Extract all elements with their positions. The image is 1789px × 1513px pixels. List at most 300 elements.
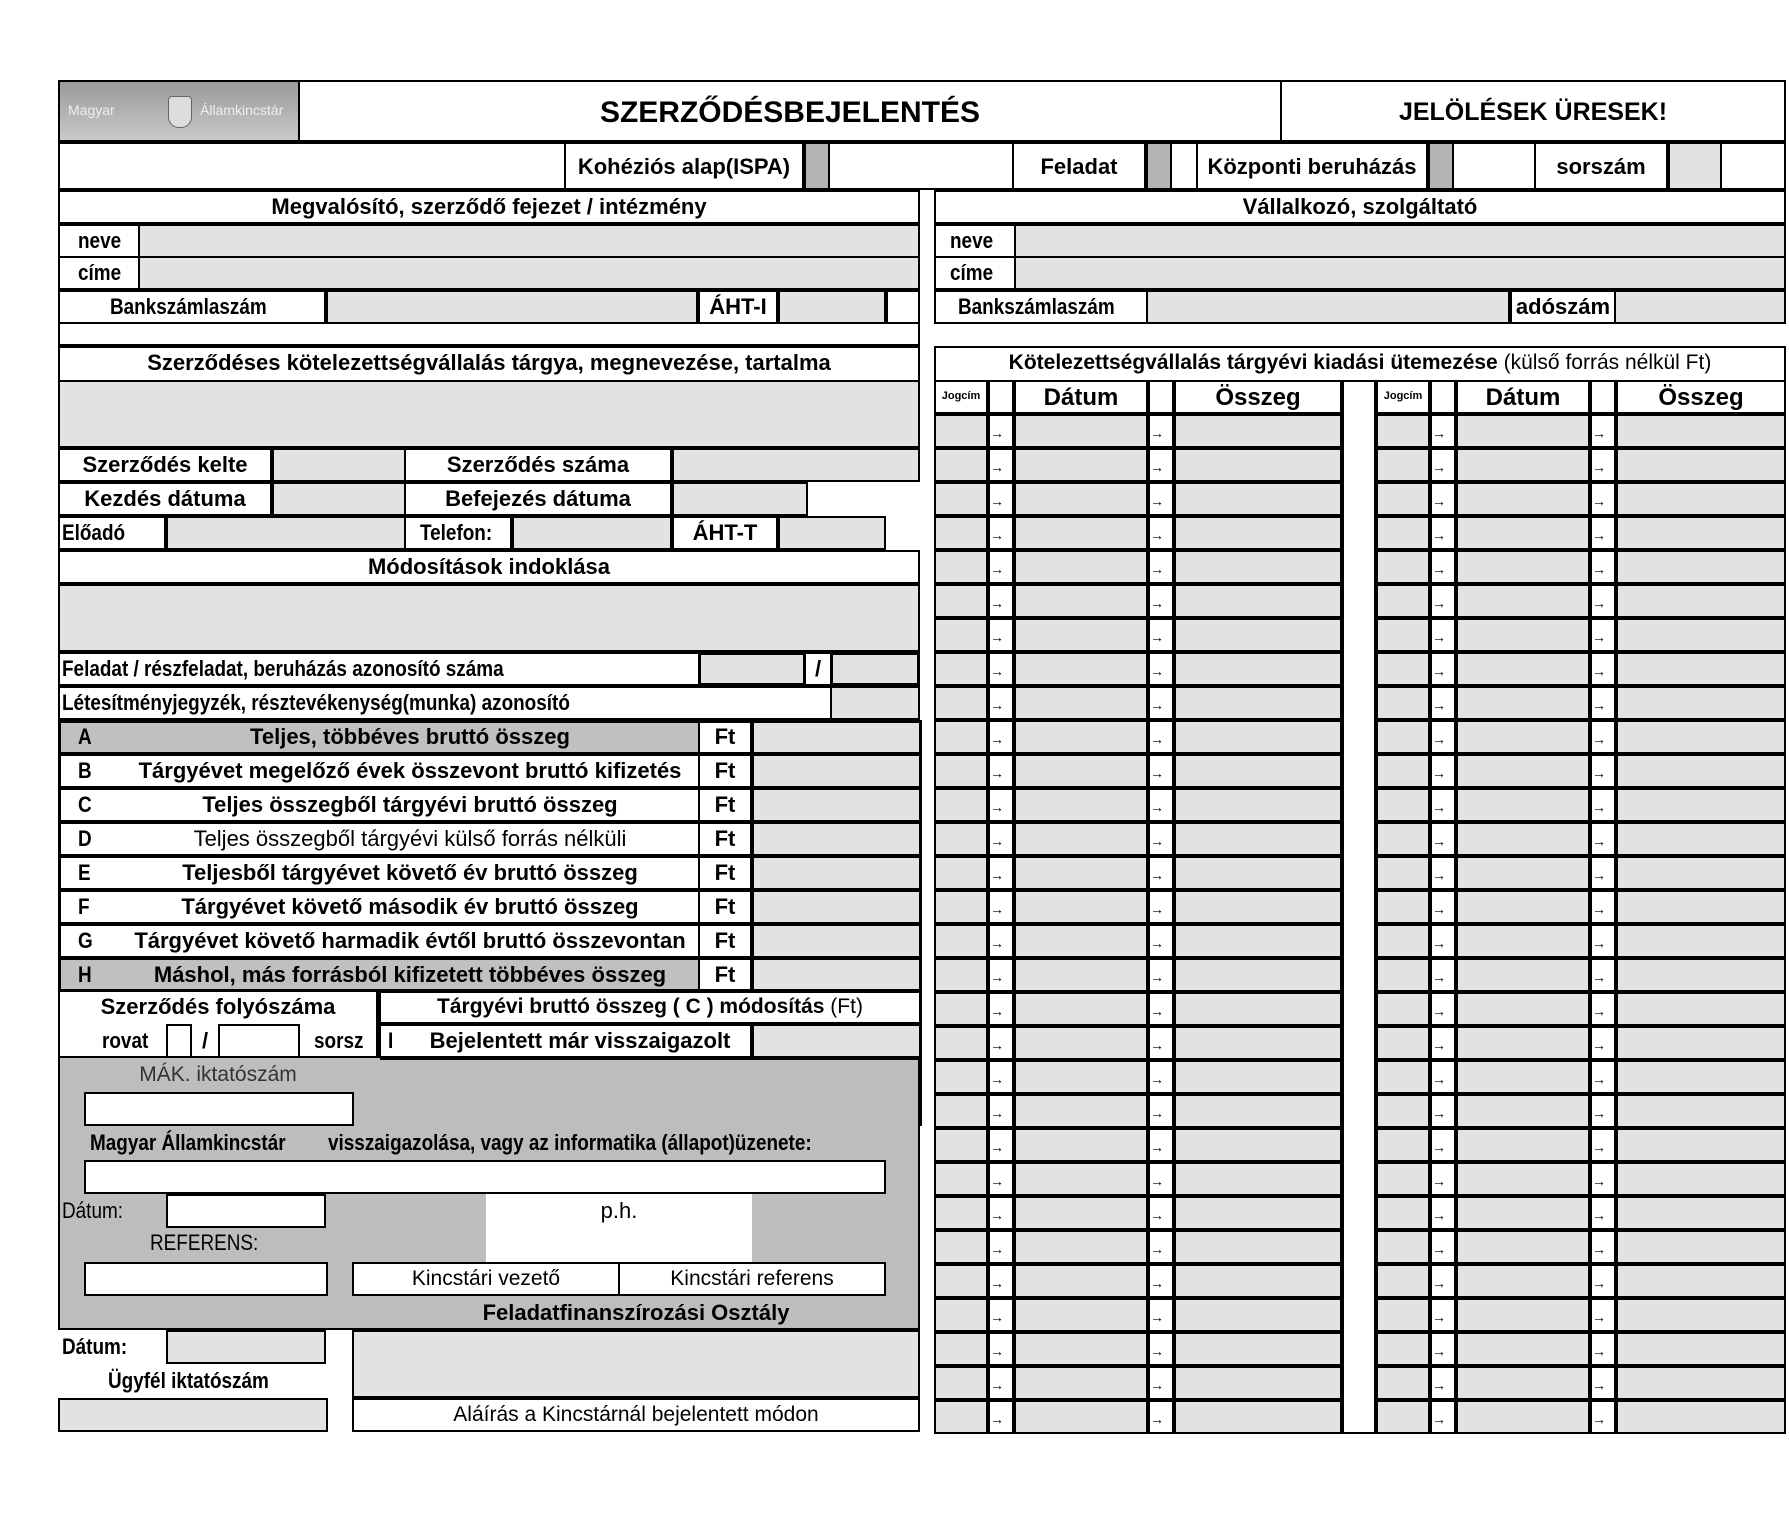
schedule-datum-field[interactable] bbox=[1014, 1060, 1148, 1094]
schedule-datum-field[interactable] bbox=[1014, 754, 1148, 788]
right-name-field[interactable] bbox=[1014, 224, 1786, 258]
kincstar-datum-field[interactable] bbox=[166, 1194, 326, 1228]
kozponti-checkbox[interactable] bbox=[1428, 142, 1454, 190]
schedule-jogcim-field[interactable] bbox=[934, 890, 988, 924]
schedule-osszeg-field[interactable] bbox=[1616, 618, 1786, 652]
subject-field[interactable] bbox=[58, 380, 920, 448]
schedule-jogcim-field[interactable] bbox=[1376, 584, 1430, 618]
schedule-jogcim-field[interactable] bbox=[934, 856, 988, 890]
schedule-datum-field[interactable] bbox=[1456, 516, 1590, 550]
schedule-datum-field[interactable] bbox=[1456, 1026, 1590, 1060]
schedule-jogcim-field[interactable] bbox=[934, 822, 988, 856]
schedule-jogcim-field[interactable] bbox=[1376, 448, 1430, 482]
schedule-osszeg-field[interactable] bbox=[1616, 992, 1786, 1026]
arrow-icon: → bbox=[1432, 935, 1446, 951]
schedule-jogcim-field[interactable] bbox=[934, 754, 988, 788]
schedule-osszeg-field[interactable] bbox=[1174, 1298, 1342, 1332]
schedule-datum-field[interactable] bbox=[1014, 550, 1148, 584]
schedule-datum-field[interactable] bbox=[1014, 1026, 1148, 1060]
right-bank-label: Bankszámlaszám bbox=[958, 294, 1115, 319]
schedule-jogcim-field[interactable] bbox=[934, 1332, 988, 1366]
schedule-osszeg-field[interactable] bbox=[1174, 754, 1342, 788]
schedule-jogcim-field[interactable] bbox=[1376, 686, 1430, 720]
arrow-icon: → bbox=[1150, 731, 1164, 747]
schedule-osszeg-field[interactable] bbox=[1174, 1196, 1342, 1230]
arrow-icon: → bbox=[1592, 425, 1606, 441]
schedule-osszeg-field[interactable] bbox=[1174, 992, 1342, 1026]
schedule-osszeg-field[interactable] bbox=[1616, 754, 1786, 788]
arrow-icon: → bbox=[1150, 1411, 1164, 1427]
schedule-datum-field[interactable] bbox=[1014, 618, 1148, 652]
schedule-jogcim-field[interactable] bbox=[934, 924, 988, 958]
schedule-osszeg-field[interactable] bbox=[1616, 414, 1786, 448]
arrow-icon: → bbox=[990, 731, 1004, 747]
schedule-osszeg-field[interactable] bbox=[1174, 1332, 1342, 1366]
arrow-icon: → bbox=[1592, 459, 1606, 475]
schedule-jogcim-field[interactable] bbox=[934, 652, 988, 686]
schedule-jogcim-field[interactable] bbox=[934, 1026, 988, 1060]
schedule-jogcim-field[interactable] bbox=[934, 550, 988, 584]
schedule-osszeg-field[interactable] bbox=[1616, 890, 1786, 924]
schedule-jogcim-field[interactable] bbox=[1376, 1366, 1430, 1400]
schedule-datum-field[interactable] bbox=[1456, 1162, 1590, 1196]
schedule-datum-field[interactable] bbox=[1456, 482, 1590, 516]
kozponti-label: Központi beruházás bbox=[1207, 154, 1417, 179]
schedule-datum-field[interactable] bbox=[1456, 1298, 1590, 1332]
arrow-icon: → bbox=[990, 425, 1004, 441]
schedule-datum-field[interactable] bbox=[1014, 1400, 1148, 1434]
schedule-jogcim-field[interactable] bbox=[1376, 754, 1430, 788]
schedule-osszeg-field[interactable] bbox=[1616, 1026, 1786, 1060]
schedule-jogcim-field[interactable] bbox=[934, 720, 988, 754]
message-field[interactable] bbox=[84, 1160, 886, 1194]
schedule-datum-field[interactable] bbox=[1456, 754, 1590, 788]
arrow-icon: → bbox=[1432, 595, 1446, 611]
schedule-datum-field[interactable] bbox=[1456, 1366, 1590, 1400]
schedule-jogcim-field[interactable] bbox=[934, 1264, 988, 1298]
right-address-field[interactable] bbox=[1014, 256, 1786, 290]
schedule-datum-field[interactable] bbox=[1014, 788, 1148, 822]
arrow-icon: → bbox=[990, 697, 1004, 713]
schedule-datum-field[interactable] bbox=[1456, 550, 1590, 584]
schedule-osszeg-field[interactable] bbox=[1616, 1298, 1786, 1332]
schedule-osszeg-field[interactable] bbox=[1616, 584, 1786, 618]
schedule-datum-field[interactable] bbox=[1456, 890, 1590, 924]
schedule-osszeg-field[interactable] bbox=[1616, 1264, 1786, 1298]
schedule-jogcim-field[interactable] bbox=[1376, 516, 1430, 550]
schedule-datum-field[interactable] bbox=[1014, 584, 1148, 618]
schedule-jogcim-field[interactable] bbox=[934, 482, 988, 516]
schedule-jogcim-field[interactable] bbox=[934, 618, 988, 652]
schedule-datum-field[interactable] bbox=[1014, 1332, 1148, 1366]
schedule-osszeg-field[interactable] bbox=[1616, 1230, 1786, 1264]
schedule-jogcim-field[interactable] bbox=[934, 1366, 988, 1400]
schedule-datum-field[interactable] bbox=[1014, 1094, 1148, 1128]
feladat-checkbox[interactable] bbox=[1146, 142, 1172, 190]
schedule-jogcim-field[interactable] bbox=[934, 1196, 988, 1230]
schedule-jogcim-field[interactable] bbox=[1376, 924, 1430, 958]
arrow-icon: → bbox=[1150, 527, 1164, 543]
telefon-field[interactable] bbox=[512, 516, 672, 550]
schedule-osszeg-field[interactable] bbox=[1174, 516, 1342, 550]
schedule-osszeg-field[interactable] bbox=[1174, 448, 1342, 482]
schedule-osszeg-field[interactable] bbox=[1616, 652, 1786, 686]
schedule-datum-field[interactable] bbox=[1456, 414, 1590, 448]
schedule-osszeg-field[interactable] bbox=[1174, 1264, 1342, 1298]
schedule-osszeg-field[interactable] bbox=[1616, 550, 1786, 584]
arrow-icon: → bbox=[990, 1207, 1004, 1223]
schedule-datum-field[interactable] bbox=[1456, 788, 1590, 822]
schedule-jogcim-field[interactable] bbox=[1376, 1094, 1430, 1128]
schedule-osszeg-field[interactable] bbox=[1174, 1128, 1342, 1162]
arrow-icon: → bbox=[1150, 969, 1164, 985]
schedule-osszeg-field[interactable] bbox=[1174, 822, 1342, 856]
schedule-datum-field[interactable] bbox=[1456, 856, 1590, 890]
arrow-icon: → bbox=[1432, 731, 1446, 747]
schedule-datum-field[interactable] bbox=[1014, 856, 1148, 890]
schedule-osszeg-field[interactable] bbox=[1616, 1128, 1786, 1162]
schedule-jogcim-field[interactable] bbox=[934, 414, 988, 448]
schedule-osszeg-field[interactable] bbox=[1174, 550, 1342, 584]
adoszam-field[interactable] bbox=[1614, 290, 1786, 324]
arrow-icon: → bbox=[1432, 1275, 1446, 1291]
befejezes-field[interactable] bbox=[672, 482, 808, 516]
subject-heading: Szerződéses kötelezettségvállalás tárgya, megnevezése, tartalma bbox=[147, 350, 831, 375]
schedule-jogcim-field[interactable] bbox=[934, 1298, 988, 1332]
arrow-icon: → bbox=[1432, 425, 1446, 441]
arrow-icon: → bbox=[990, 867, 1004, 883]
schedule-jogcim-field[interactable] bbox=[934, 1400, 988, 1434]
arrow-icon: → bbox=[990, 1241, 1004, 1257]
schedule-datum-field[interactable] bbox=[1456, 652, 1590, 686]
schedule-datum-field[interactable] bbox=[1014, 1230, 1148, 1264]
schedule-osszeg-field[interactable] bbox=[1174, 924, 1342, 958]
schedule-datum-field[interactable] bbox=[1014, 482, 1148, 516]
signature-label: Aláírás a Kincstárnál bejelentett módon bbox=[453, 1403, 819, 1426]
kelte-label: Szerződés kelte bbox=[82, 452, 248, 477]
feladat-azon-field-1[interactable] bbox=[698, 652, 806, 686]
schedule-osszeg-field[interactable] bbox=[1616, 1332, 1786, 1366]
logo bbox=[58, 80, 300, 142]
feladat-azon-label: Feladat / részfeladat, beruházás azonosító száma bbox=[62, 656, 504, 681]
schedule-datum-field[interactable] bbox=[1456, 1196, 1590, 1230]
kreferens-label: Kincstári referens bbox=[670, 1267, 834, 1290]
modositas-label: Bejelentett már visszaigazolt bbox=[429, 1028, 731, 1053]
sorszam-field[interactable] bbox=[1668, 142, 1722, 190]
schedule-jogcim-field[interactable] bbox=[1376, 550, 1430, 584]
schedule-datum-field[interactable] bbox=[1014, 448, 1148, 482]
schedule-osszeg-field[interactable] bbox=[1174, 720, 1342, 754]
schedule-datum-field[interactable] bbox=[1014, 720, 1148, 754]
schedule-osszeg-field[interactable] bbox=[1616, 924, 1786, 958]
szama-label: Szerződés száma bbox=[446, 452, 630, 477]
schedule-jogcim-field[interactable] bbox=[1376, 1026, 1430, 1060]
schedule-jogcim-field[interactable] bbox=[1376, 1264, 1430, 1298]
arrow-icon: → bbox=[1150, 663, 1164, 679]
amount-unit: Ft bbox=[714, 792, 736, 817]
arrow-icon: → bbox=[1150, 425, 1164, 441]
arrow-icon: → bbox=[1592, 901, 1606, 917]
schedule-jogcim-field[interactable] bbox=[1376, 890, 1430, 924]
schedule-osszeg-field[interactable] bbox=[1616, 448, 1786, 482]
schedule-datum-field[interactable] bbox=[1014, 1366, 1148, 1400]
schedule-jogcim-field[interactable] bbox=[934, 584, 988, 618]
arrow-icon: → bbox=[1432, 765, 1446, 781]
schedule-osszeg-field[interactable] bbox=[1174, 1366, 1342, 1400]
schedule-osszeg-field[interactable] bbox=[1616, 788, 1786, 822]
schedule-jogcim-field[interactable] bbox=[934, 1128, 988, 1162]
arrow-icon: → bbox=[1150, 1309, 1164, 1325]
arrow-icon: → bbox=[1432, 799, 1446, 815]
schedule-osszeg-field[interactable] bbox=[1616, 856, 1786, 890]
schedule-jogcim-field[interactable] bbox=[934, 448, 988, 482]
modositas-letter: I bbox=[388, 1028, 394, 1053]
top-row bbox=[58, 142, 1786, 190]
schedule-osszeg-field[interactable] bbox=[1174, 958, 1342, 992]
schedule-datum-field[interactable] bbox=[1456, 1230, 1590, 1264]
schedule-osszeg-field[interactable] bbox=[1174, 1094, 1342, 1128]
schedule-jogcim-field[interactable] bbox=[1376, 958, 1430, 992]
schedule-datum-field[interactable] bbox=[1014, 992, 1148, 1026]
arrow-icon: → bbox=[990, 629, 1004, 645]
modositas-heading-bold: Tárgyévi bruttó összeg ( C ) módosítás bbox=[437, 995, 825, 1018]
schedule-jogcim-field[interactable] bbox=[934, 1060, 988, 1094]
schedule-osszeg-field[interactable] bbox=[1174, 414, 1342, 448]
schedule-datum-field[interactable] bbox=[1456, 1060, 1590, 1094]
schedule-datum-field[interactable] bbox=[1456, 822, 1590, 856]
schedule-arrow-header-cell bbox=[1590, 380, 1616, 414]
kelte-field[interactable] bbox=[272, 448, 406, 482]
schedule-osszeg-field[interactable] bbox=[1174, 1026, 1342, 1060]
arrow-icon: → bbox=[1432, 901, 1446, 917]
schedule-osszeg-field[interactable] bbox=[1616, 822, 1786, 856]
arrow-icon: → bbox=[1432, 1037, 1446, 1053]
schedule-jogcim-field[interactable] bbox=[1376, 1400, 1430, 1434]
schedule-osszeg-field[interactable] bbox=[1174, 856, 1342, 890]
schedule-datum-field[interactable] bbox=[1014, 1128, 1148, 1162]
schedule-datum-field[interactable] bbox=[1456, 924, 1590, 958]
left-bank-field[interactable] bbox=[326, 290, 698, 324]
schedule-jogcim-field[interactable] bbox=[934, 1094, 988, 1128]
amount-unit: Ft bbox=[714, 826, 736, 851]
schedule-jogcim-field[interactable] bbox=[1376, 1298, 1430, 1332]
schedule-datum-field[interactable] bbox=[1014, 1162, 1148, 1196]
schedule-datum-field[interactable] bbox=[1014, 822, 1148, 856]
schedule-jogcim-field[interactable] bbox=[1376, 1196, 1430, 1230]
schedule-osszeg-field[interactable] bbox=[1616, 482, 1786, 516]
eloado-field[interactable] bbox=[166, 516, 406, 550]
schedule-datum-field[interactable] bbox=[1014, 924, 1148, 958]
schedule-jogcim-field[interactable] bbox=[1376, 822, 1430, 856]
arrow-icon: → bbox=[1150, 867, 1164, 883]
arrow-icon: → bbox=[1592, 697, 1606, 713]
schedule-datum-field[interactable] bbox=[1456, 618, 1590, 652]
schedule-datum-field[interactable] bbox=[1014, 958, 1148, 992]
schedule-arrow-header-cell bbox=[1430, 380, 1456, 414]
schedule-datum-field[interactable] bbox=[1014, 414, 1148, 448]
schedule-osszeg-field[interactable] bbox=[1174, 788, 1342, 822]
schedule-osszeg-field[interactable] bbox=[1616, 516, 1786, 550]
right-bank-field[interactable] bbox=[1146, 290, 1510, 324]
kezdes-field[interactable] bbox=[272, 482, 406, 516]
kohezios-checkbox[interactable] bbox=[804, 142, 830, 190]
schedule-osszeg-field[interactable] bbox=[1174, 1060, 1342, 1094]
arrow-icon: → bbox=[1150, 1003, 1164, 1019]
right-party-heading: Vállalkozó, szolgáltató bbox=[1242, 194, 1478, 219]
arrow-icon: → bbox=[1150, 1071, 1164, 1087]
arrow-icon: → bbox=[1150, 493, 1164, 509]
schedule-datum-field[interactable] bbox=[1456, 1094, 1590, 1128]
schedule-jogcim-field[interactable] bbox=[934, 788, 988, 822]
schedule-datum-field[interactable] bbox=[1014, 1264, 1148, 1298]
aht-i-field[interactable] bbox=[778, 290, 886, 324]
schedule-datum-field[interactable] bbox=[1014, 1196, 1148, 1230]
schedule-datum-field[interactable] bbox=[1014, 686, 1148, 720]
schedule-osszeg-field[interactable] bbox=[1174, 686, 1342, 720]
schedule-osszeg-field[interactable] bbox=[1616, 686, 1786, 720]
modositas-heading-unit: (Ft) bbox=[830, 995, 863, 1018]
schedule-jogcim-field[interactable] bbox=[1376, 992, 1430, 1026]
arrow-icon: → bbox=[1432, 459, 1446, 475]
schedule-datum-field[interactable] bbox=[1014, 516, 1148, 550]
schedule-datum-field[interactable] bbox=[1456, 686, 1590, 720]
arrow-icon: → bbox=[990, 1105, 1004, 1121]
referens-field[interactable] bbox=[84, 1262, 328, 1296]
schedule-datum-field[interactable] bbox=[1456, 448, 1590, 482]
sorsz-field[interactable] bbox=[218, 1024, 300, 1058]
vezeto-label: Kincstári vezető bbox=[411, 1267, 561, 1290]
right-cime-label: címe bbox=[950, 260, 994, 285]
schedule-jogcim-field[interactable] bbox=[934, 1162, 988, 1196]
schedule-jogcim-field[interactable] bbox=[934, 992, 988, 1026]
adoszam-label: adószám bbox=[1515, 294, 1611, 319]
logo-text-left: Magyar bbox=[68, 102, 115, 118]
arrow-icon: → bbox=[1592, 629, 1606, 645]
signature-field[interactable] bbox=[352, 1330, 920, 1398]
schedule-jogcim-field[interactable] bbox=[1376, 1230, 1430, 1264]
schedule-datum-field[interactable] bbox=[1014, 1298, 1148, 1332]
schedule-osszeg-field[interactable] bbox=[1174, 890, 1342, 924]
schedule-osszeg-field[interactable] bbox=[1616, 1060, 1786, 1094]
arrow-icon: → bbox=[1432, 1343, 1446, 1359]
arrow-icon: → bbox=[990, 1343, 1004, 1359]
coat-of-arms-icon bbox=[168, 96, 192, 128]
schedule-osszeg-field[interactable] bbox=[1174, 584, 1342, 618]
schedule-datum-field[interactable] bbox=[1456, 1400, 1590, 1434]
modositasok-field[interactable] bbox=[58, 584, 920, 652]
schedule-jogcim-field[interactable] bbox=[1376, 652, 1430, 686]
schedule-osszeg-field[interactable] bbox=[1174, 652, 1342, 686]
client-datum-field[interactable] bbox=[166, 1330, 326, 1364]
schedule-osszeg-field[interactable] bbox=[1174, 482, 1342, 516]
schedule-jogcim-field[interactable] bbox=[934, 686, 988, 720]
amount-label: Tárgyévet megelőző évek összevont bruttó kifizetés bbox=[138, 758, 682, 783]
schedule-osszeg-field[interactable] bbox=[1616, 958, 1786, 992]
schedule-jogcim-field[interactable] bbox=[1376, 414, 1430, 448]
schedule-datum-field[interactable] bbox=[1014, 890, 1148, 924]
right-neve-label: neve bbox=[950, 228, 994, 253]
left-address-field[interactable] bbox=[138, 256, 920, 290]
left-name-field[interactable] bbox=[138, 224, 920, 258]
arrow-icon: → bbox=[990, 527, 1004, 543]
client-datum-label: Dátum: bbox=[62, 1334, 128, 1359]
arrow-icon: → bbox=[1432, 629, 1446, 645]
client-iktatoszam-field[interactable] bbox=[58, 1398, 328, 1432]
schedule-datum-field[interactable] bbox=[1456, 584, 1590, 618]
amount-letter: D bbox=[78, 826, 92, 851]
schedule-osszeg-field[interactable] bbox=[1616, 1366, 1786, 1400]
schedule-datum-field[interactable] bbox=[1014, 652, 1148, 686]
schedule-jogcim-field[interactable] bbox=[1376, 1060, 1430, 1094]
schedule-jogcim-field[interactable] bbox=[934, 1230, 988, 1264]
amount-label: Tárgyévet követő második év bruttó összeg bbox=[181, 894, 639, 919]
left-bank-label: Bankszámlaszám bbox=[110, 294, 267, 319]
schedule-osszeg-field[interactable] bbox=[1174, 1400, 1342, 1434]
aht-t-field[interactable] bbox=[778, 516, 886, 550]
szama-field[interactable] bbox=[672, 448, 920, 482]
schedule-heading-bold: Kötelezettségvállalás tárgyévi kiadási ütemezése bbox=[1008, 351, 1498, 374]
mak-label: MÁK. iktatószám bbox=[139, 1063, 297, 1086]
arrow-icon: → bbox=[1150, 901, 1164, 917]
schedule-datum-field[interactable] bbox=[1456, 1332, 1590, 1366]
schedule-jogcim-field[interactable] bbox=[1376, 482, 1430, 516]
schedule-datum-field[interactable] bbox=[1456, 1264, 1590, 1298]
schedule-osszeg-field[interactable] bbox=[1174, 618, 1342, 652]
schedule-osszeg-field[interactable] bbox=[1616, 1196, 1786, 1230]
schedule-osszeg-field[interactable] bbox=[1174, 1162, 1342, 1196]
amount-letter: B bbox=[78, 758, 92, 783]
schedule-jogcim-field[interactable] bbox=[1376, 788, 1430, 822]
arrow-icon: → bbox=[1432, 1173, 1446, 1189]
schedule-osszeg-field[interactable] bbox=[1174, 1230, 1342, 1264]
arrow-icon: → bbox=[1432, 969, 1446, 985]
schedule-jogcim-field[interactable] bbox=[1376, 1128, 1430, 1162]
schedule-datum-field[interactable] bbox=[1456, 958, 1590, 992]
rovat-field[interactable] bbox=[166, 1024, 192, 1058]
schedule-jogcim-field[interactable] bbox=[1376, 1162, 1430, 1196]
aht-i-label: ÁHT-I bbox=[709, 294, 767, 319]
arrow-icon: → bbox=[1150, 935, 1164, 951]
schedule-osszeg-field[interactable] bbox=[1616, 1400, 1786, 1434]
schedule-osszeg-field[interactable] bbox=[1616, 720, 1786, 754]
arrow-icon: → bbox=[1592, 969, 1606, 985]
arrow-icon: → bbox=[1432, 1003, 1446, 1019]
arrow-icon: → bbox=[1432, 1207, 1446, 1223]
mak-field[interactable] bbox=[84, 1092, 354, 1126]
amount-unit: Ft bbox=[714, 758, 736, 783]
schedule-jogcim-field[interactable] bbox=[1376, 1332, 1430, 1366]
schedule-jogcim-field[interactable] bbox=[934, 516, 988, 550]
schedule-datum-field[interactable] bbox=[1456, 720, 1590, 754]
schedule-datum-field[interactable] bbox=[1456, 992, 1590, 1026]
schedule-jogcim-field[interactable] bbox=[934, 958, 988, 992]
letesitmeny-field[interactable] bbox=[830, 686, 920, 720]
sorszam-label: sorszám bbox=[1556, 154, 1646, 179]
schedule-datum-field[interactable] bbox=[1456, 1128, 1590, 1162]
arrow-icon: → bbox=[1432, 1139, 1446, 1155]
feladat-azon-field-2[interactable] bbox=[830, 652, 920, 686]
schedule-jogcim-field[interactable] bbox=[1376, 618, 1430, 652]
arrow-icon: → bbox=[1592, 1275, 1606, 1291]
arrow-icon: → bbox=[1592, 1343, 1606, 1359]
schedule-jogcim-field[interactable] bbox=[1376, 720, 1430, 754]
schedule-jogcim-field[interactable] bbox=[1376, 856, 1430, 890]
schedule-osszeg-field[interactable] bbox=[1616, 1162, 1786, 1196]
befejezes-label: Befejezés dátuma bbox=[445, 486, 631, 511]
telefon-label: Telefon: bbox=[420, 520, 493, 545]
schedule-osszeg-field[interactable] bbox=[1616, 1094, 1786, 1128]
arrow-icon: → bbox=[1432, 1071, 1446, 1087]
